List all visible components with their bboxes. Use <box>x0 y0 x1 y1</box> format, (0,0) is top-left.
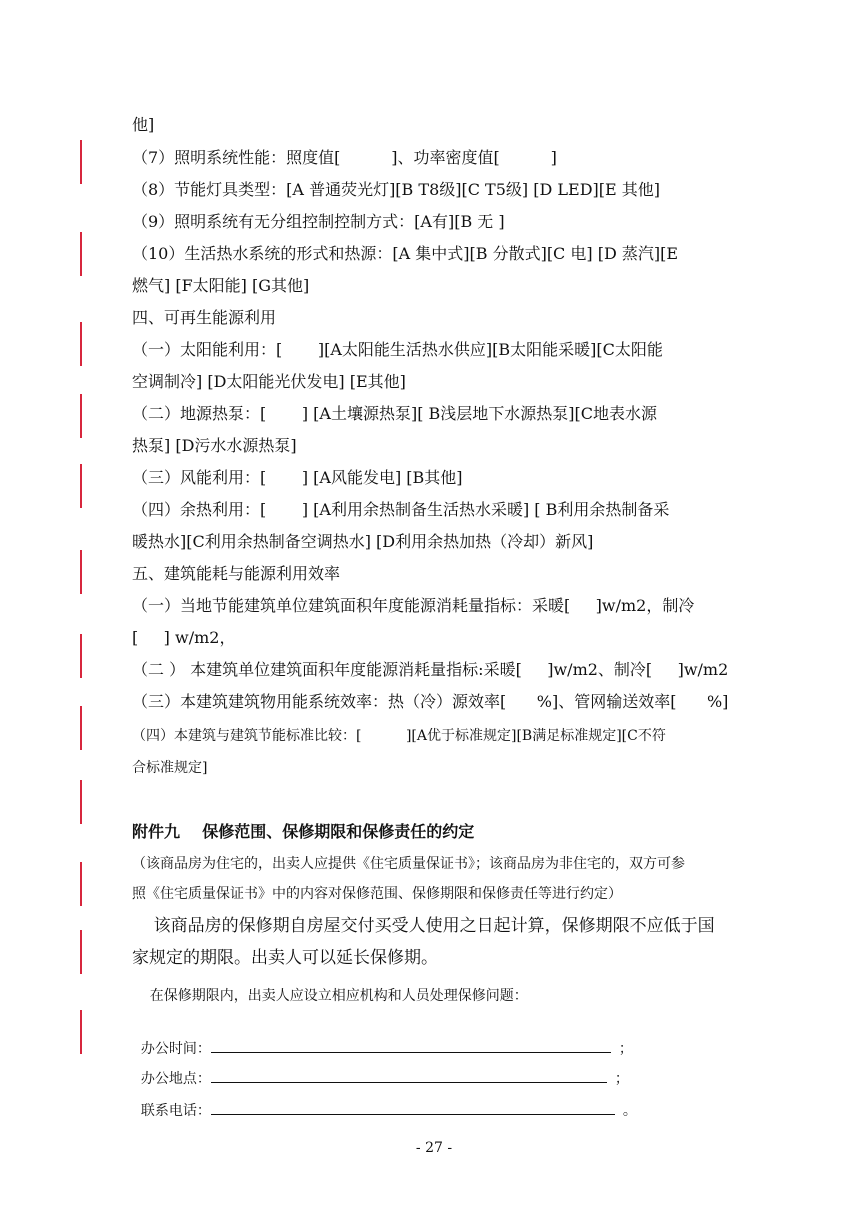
appendix-note: 照《住宅质量保证书》中的内容对保修范围、保修期限和保修责任等进行约定） <box>132 886 622 902</box>
paragraph: 家规定的期限。出卖人可以延长保修期。 <box>132 948 438 968</box>
margin-mark <box>80 706 82 750</box>
phone-field[interactable] <box>211 1098 615 1115</box>
text-line: [ ] w/m2， <box>132 628 236 647</box>
margin-mark <box>80 464 82 508</box>
margin-mark <box>80 780 82 824</box>
office-time-label: 办公时间： <box>140 1041 211 1057</box>
appendix-note: （该商品房为住宅的，出卖人应提供《住宅质量保证书》；该商品房为非住宅的，双方可参 <box>132 856 685 872</box>
text-line: 他] <box>132 115 155 134</box>
text-line: （10）生活热水系统的形式和热源：[A 集中式][B 分散式][C 电] [D 蒸汽][E <box>132 244 679 263</box>
text-line: （一）当地节能建筑单位建筑面积年度能源消耗量指标：采暖[ ]w/m2，制冷 <box>132 596 695 615</box>
phone-label: 联系电话： <box>140 1103 211 1119</box>
text-line: （三）本建筑建筑物用能系统效率：热（冷）源效率[ %]、管网输送效率[ %] <box>132 692 729 711</box>
paragraph: 在保修期限内，出卖人应设立相应机构和人员处理保修问题： <box>132 988 528 1004</box>
text-line: （三）风能利用：[ ] [A风能发电] [B其他] <box>132 468 463 487</box>
margin-mark <box>80 634 82 678</box>
punctuation: 。 <box>622 1103 637 1119</box>
margin-mark <box>80 862 82 906</box>
margin-mark <box>80 140 82 184</box>
margin-mark <box>80 550 82 594</box>
margin-mark <box>80 1010 82 1054</box>
text-line: 热泵] [D污水水源热泵] <box>132 436 297 455</box>
paragraph: 该商品房的保修期自房屋交付买受人使用之日起计算，保修期限不应低于国 <box>132 916 715 936</box>
text-line: 合标准规定] <box>132 760 208 776</box>
section-heading: 四、可再生能源利用 <box>132 308 277 327</box>
text-line: （8）节能灯具类型：[A 普通荧光灯][B T8级][C T5级] [D LED][E 其他] <box>132 180 661 199</box>
appendix-title: 附件九 保修范围、保修期限和保修责任的约定 <box>132 822 475 841</box>
office-place-label: 办公地点： <box>140 1071 211 1087</box>
section-heading: 五、建筑能耗与能源利用效率 <box>132 564 341 583</box>
text-line: （9）照明系统有无分组控制控制方式：[A有][B 无 ] <box>132 212 505 231</box>
text-line: （一）太阳能利用：[ ][A太阳能生活热水供应][B太阳能采暖][C太阳能 <box>132 340 663 359</box>
margin-mark <box>80 394 82 438</box>
text-line: （7）照明系统性能：照度值[ ]、功率密度值[ ] <box>132 148 557 167</box>
page-number: - 27 - <box>415 1140 453 1156</box>
phone-row <box>132 1078 637 1121</box>
text-line: （四）本建筑与建筑节能标准比较：[ ][A优于标准规定][B满足标准规定][C不符 <box>132 728 666 744</box>
text-line: （二）地源热泵：[ ] [A土壤源热泵][ B浅层地下水源热泵][C地表水源 <box>132 404 658 423</box>
text-line: 空调制冷] [D太阳能光伏发电] [E其他] <box>132 372 406 391</box>
punctuation: ； <box>618 1041 633 1057</box>
margin-mark <box>80 232 82 276</box>
punctuation: ； <box>614 1071 629 1087</box>
margin-mark <box>80 322 82 366</box>
text-line: （二 ） 本建筑单位建筑面积年度能源消耗量指标:采暖[ ]w/m2、制冷[ ]w/m2 <box>132 660 729 679</box>
text-line: 燃气] [F太阳能] [G其他] <box>132 276 310 295</box>
text-line: （四）余热利用：[ ] [A利用余热制备生活热水采暖] [ B利用余热制备采 <box>132 500 670 519</box>
margin-mark <box>80 930 82 974</box>
text-line: 暖热水][C利用余热制备空调热水] [D利用余热加热（冷却）新风] <box>132 532 594 551</box>
